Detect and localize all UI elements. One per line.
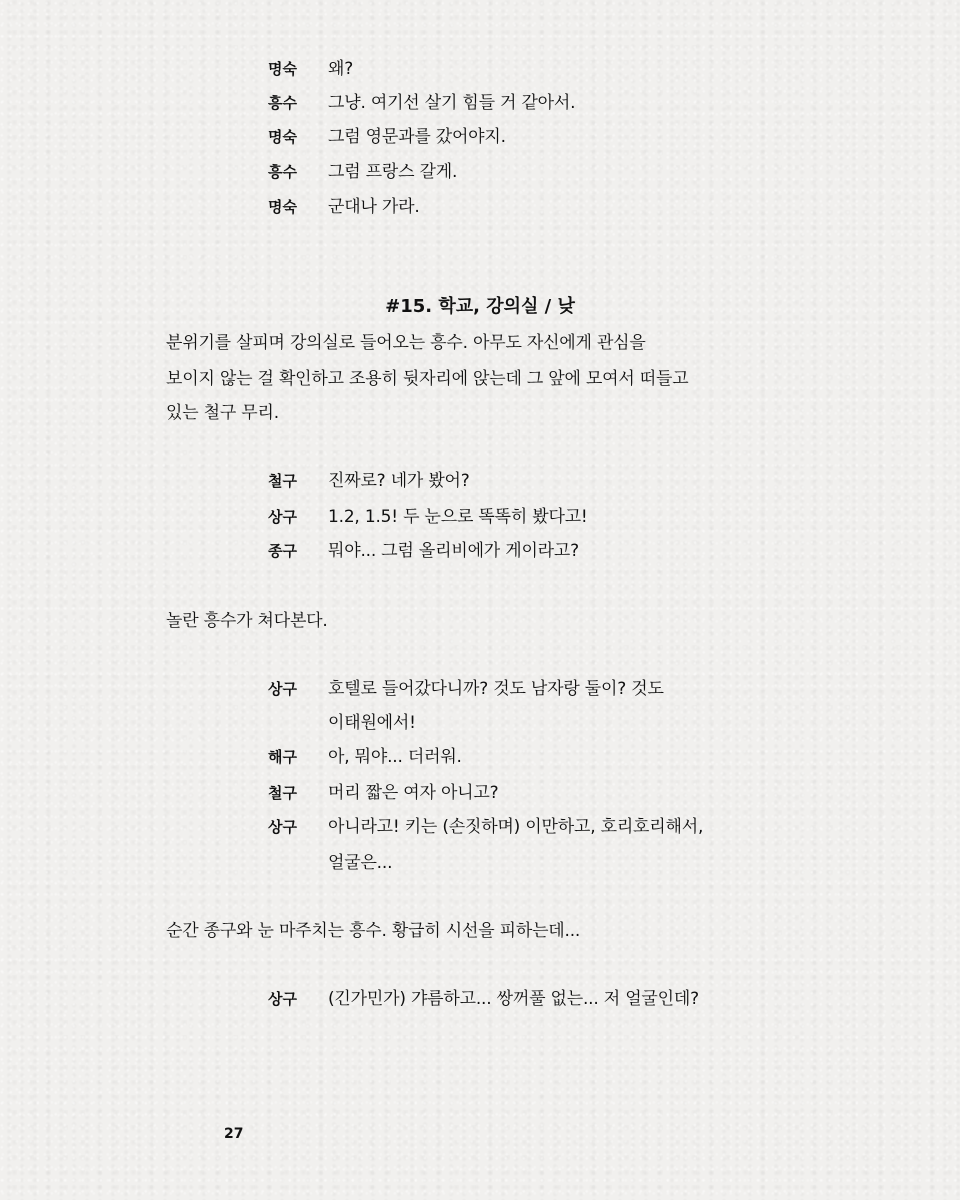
dialogue-text: 아니라고! 키는 (손짓하며) 이만하고, 호리호리해서, (328, 817, 704, 837)
dialogue-line (0, 464, 960, 498)
dialogue-line (0, 672, 960, 706)
speaker-name: 흥수 (268, 94, 297, 112)
action-line: 있는 철구 무리. (166, 403, 279, 423)
dialogue-text: 호텔로 들어갔다니까? 것도 남자랑 둘이? 것도 (328, 679, 664, 699)
dialogue-text: 얼굴은... (328, 853, 393, 873)
dialogue-line (0, 155, 960, 189)
speaker-name: 상구 (268, 680, 297, 698)
dialogue-line (0, 500, 960, 534)
dialogue-line (0, 740, 960, 774)
dialogue-text: 이태원에서! (328, 713, 416, 733)
action-line: 분위기를 살피며 강의실로 들어오는 흥수. 아무도 자신에게 관심을 (166, 333, 646, 353)
dialogue-line (0, 190, 960, 224)
dialogue-line (0, 846, 960, 880)
speaker-name: 명숙 (268, 60, 297, 78)
dialogue-line (0, 810, 960, 844)
dialogue-line (0, 706, 960, 740)
speaker-name: 해구 (268, 748, 297, 766)
dialogue-line (0, 534, 960, 568)
dialogue-text: 그럼 영문과를 갔어야지. (328, 127, 506, 147)
dialogue-line (0, 776, 960, 810)
dialogue-line (0, 86, 960, 120)
page-number: 27 (224, 1126, 244, 1142)
speaker-name: 명숙 (268, 198, 297, 216)
dialogue-line (0, 120, 960, 154)
speaker-name: 상구 (268, 508, 297, 526)
speaker-name: 상구 (268, 818, 297, 836)
dialogue-text: (긴가민가) 갸름하고... 쌍꺼풀 없는... 저 얼굴인데? (328, 989, 699, 1009)
speaker-name: 종구 (268, 542, 297, 560)
speaker-name: 철구 (268, 472, 297, 490)
dialogue-line (0, 982, 960, 1016)
dialogue-text: 그럼 프랑스 갈게. (328, 162, 458, 182)
scene-heading: #15. 학교, 강의실 / 낮 (385, 296, 575, 317)
dialogue-text: 머리 짧은 여자 아니고? (328, 783, 499, 803)
speaker-name: 철구 (268, 784, 297, 802)
dialogue-text: 왜? (328, 59, 354, 79)
action-line: 순간 종구와 눈 마주치는 흥수. 황급히 시선을 피하는데... (166, 921, 581, 941)
dialogue-text: 군대나 가라. (328, 197, 420, 217)
action-line: 놀란 흥수가 쳐다본다. (166, 611, 328, 631)
dialogue-line (0, 52, 960, 86)
action-line: 보이지 않는 걸 확인하고 조용히 뒷자리에 앉는데 그 앞에 모여서 떠들고 (166, 369, 689, 389)
speaker-name: 흥수 (268, 163, 297, 181)
dialogue-text: 아, 뭐야... 더러워. (328, 747, 462, 767)
speaker-name: 명숙 (268, 128, 297, 146)
dialogue-text: 1.2, 1.5! 두 눈으로 똑똑히 봤다고! (328, 507, 588, 527)
dialogue-text: 진짜로? 네가 봤어? (328, 471, 470, 491)
speaker-name: 상구 (268, 990, 297, 1008)
dialogue-text: 그냥. 여기선 살기 힘들 거 같아서. (328, 93, 576, 113)
dialogue-text: 뭐야... 그럼 올리비에가 게이라고? (328, 541, 579, 561)
